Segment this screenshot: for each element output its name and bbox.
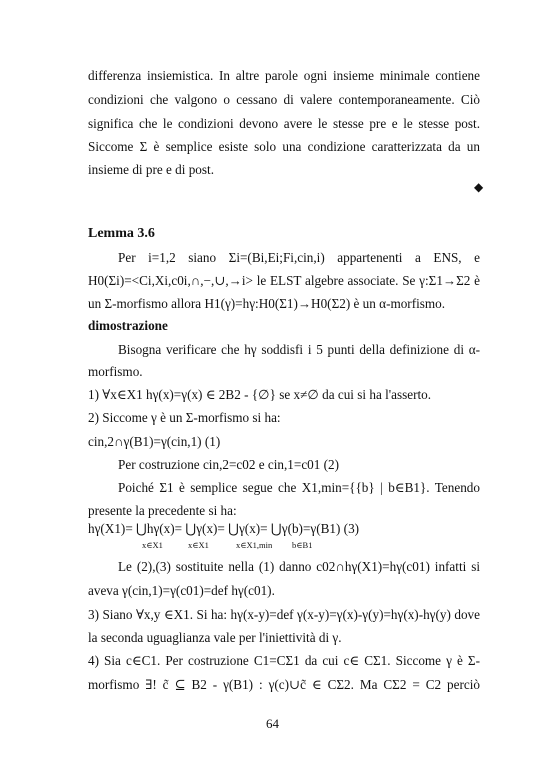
proof-title: dimostrazione <box>88 318 168 333</box>
proof-line: la seconda uguaglianza vale per l'iniettività di γ. <box>88 630 342 645</box>
proof-line: Poiché Σ1 è semplice segue che X1,min={{b} | b∈B1}. Tenendo <box>118 480 480 495</box>
proof-line: 1) ∀x∈X1 hγ(x)=γ(x) ∈ 2B2 - {∅} se x≠∅ da cui si ha l'asserto. <box>88 387 432 402</box>
text-line: condizioni che valgono o cessano di valere contemporaneamente. Ciò <box>88 92 480 107</box>
lemma-line: Per i=1,2 siano Σi=(Bi,Ei;Fi,cin,i) appartenenti a ENS, e <box>118 250 480 265</box>
lemma-line: un Σ-morfismo allora H1(γ)=hγ:H0(Σ1)→H0(Σ2) è un α-morfismo. <box>88 296 446 311</box>
proof-line: presente la precedente si ha: <box>88 503 237 518</box>
proof-line: 2) Siccome γ è un Σ-morfismo si ha: <box>88 410 281 425</box>
union-subscript: x∈X1 <box>142 540 163 550</box>
proof-line: Bisogna verificare che hγ soddisfi i 5 punti della definizione di α- <box>118 342 480 357</box>
proof-line: Per costruzione cin,2=c02 e cin,1=c01 (2) <box>118 457 340 472</box>
formula-line: hγ(X1)= ⋃hγ(x)= ⋃γ(x)= ⋃γ(x)= ⋃γ(b)=γ(B1) (3) <box>88 521 360 536</box>
end-of-proof-mark: ◆ <box>474 180 484 194</box>
proof-line: cin,2∩γ(B1)=γ(cin,1) (1) <box>88 434 221 449</box>
proof-line: aveva γ(cin,1)=γ(c01)=def hγ(c01). <box>88 583 275 598</box>
text-line: insieme di pre e di post. <box>88 162 214 177</box>
proof-line: 3) Siano ∀x,y ∈X1. Si ha: hγ(x-y)=def γ(x-y)=γ(x)-γ(y)=hγ(x)-hγ(y) dove <box>88 607 480 622</box>
union-subscript: x∈X1,min <box>236 540 273 550</box>
union-subscript: b∈B1 <box>292 540 313 550</box>
lemma-title: Lemma 3.6 <box>88 226 155 241</box>
proof-line: Le (2),(3) sostituite nella (1) danno c02∩hγ(X1)=hγ(c01) infatti si <box>118 559 480 574</box>
proof-line: 4) Sia c∈C1. Per costruzione C1=CΣ1 da cui c∈ CΣ1. Siccome γ è Σ- <box>88 653 480 668</box>
text-line: differenza insiemistica. In altre parole ogni insieme minimale contiene <box>88 68 480 83</box>
text-line: Siccome Σ è semplice esiste solo una condizione caratterizzata da un <box>88 139 480 154</box>
lemma-line: H0(Σi)=<Ci,Xi,c0i,∩,−,∪,→i> le ELST algebre associate. Se γ:Σ1→Σ2 è <box>88 273 480 288</box>
text-line: significa che le condizioni devono avere le stesse pre e le stesse post. <box>88 116 480 131</box>
proof-line: morfismo ∃! c̃ ⊆ B2 - γ(B1) : γ(c)∪c̃ ∈ CΣ2. Ma CΣ2 = C2 perciò <box>88 677 480 692</box>
union-subscript: x∈X1 <box>188 540 209 550</box>
page-number: 64 <box>266 716 279 731</box>
proof-line: morfismo. <box>88 364 143 379</box>
